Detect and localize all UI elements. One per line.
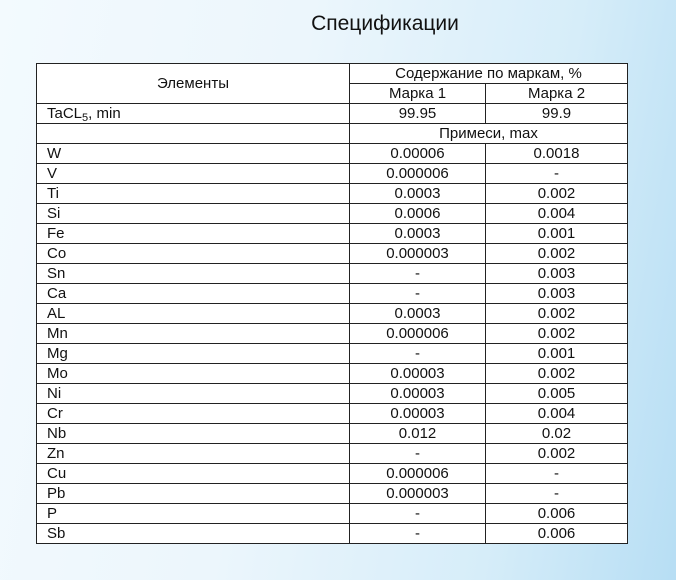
element-name-cell: Zn [37, 444, 350, 464]
grade-2-value-cell: 0.002 [486, 304, 628, 324]
element-name-cell: Cu [37, 464, 350, 484]
grade-2-value-cell: 0.002 [486, 244, 628, 264]
grade-1-value-cell: - [350, 284, 486, 304]
grade-2-value-cell: 0.006 [486, 524, 628, 544]
element-name-cell: P [37, 504, 350, 524]
table-row [37, 284, 628, 304]
main-component-row [37, 104, 628, 124]
table-row [37, 364, 628, 384]
element-name-cell: Cr [37, 404, 350, 424]
grade-1-value-cell: 0.00003 [350, 384, 486, 404]
grade-2-value-cell: 0.006 [486, 504, 628, 524]
table-row [37, 504, 628, 524]
grade-2-value-cell: 0.004 [486, 204, 628, 224]
header-grade-1: Марка 1 [350, 84, 486, 104]
grade-2-value-cell: 0.0018 [486, 144, 628, 164]
grade-1-value-cell: 0.0003 [350, 224, 486, 244]
impurities-header: Примеси, max [350, 124, 628, 144]
grade-1-value-cell: 0.0006 [350, 204, 486, 224]
grade-2-value-cell: 0.002 [486, 444, 628, 464]
main-component-grade-2: 99.9 [486, 104, 628, 124]
grade-2-value-cell: 0.001 [486, 224, 628, 244]
element-name-cell: Sn [37, 264, 350, 284]
grade-1-value-cell: - [350, 504, 486, 524]
grade-2-value-cell: 0.002 [486, 184, 628, 204]
element-name-cell: Ti [37, 184, 350, 204]
element-name-cell: V [37, 164, 350, 184]
element-name-cell: Si [37, 204, 350, 224]
table-row [37, 404, 628, 424]
grade-1-value-cell: - [350, 524, 486, 544]
specifications-table-body [37, 64, 628, 544]
grade-1-value-cell: 0.000006 [350, 464, 486, 484]
grade-2-value-cell: - [486, 484, 628, 504]
element-name-cell: Mo [37, 364, 350, 384]
table-row [37, 524, 628, 544]
grade-1-value-cell: 0.0003 [350, 304, 486, 324]
grade-1-value-cell: - [350, 264, 486, 284]
grade-2-value-cell: 0.001 [486, 344, 628, 364]
table-row [37, 304, 628, 324]
grade-1-value-cell: 0.0003 [350, 184, 486, 204]
grade-2-value-cell: 0.003 [486, 264, 628, 284]
element-name-cell: Mn [37, 324, 350, 344]
grade-1-value-cell: - [350, 444, 486, 464]
impurities-header-blank [37, 124, 350, 144]
grade-1-value-cell: 0.000006 [350, 324, 486, 344]
grade-2-value-cell: 0.003 [486, 284, 628, 304]
table-row [37, 464, 628, 484]
grade-1-value-cell: 0.00003 [350, 404, 486, 424]
grade-2-value-cell: 0.002 [486, 324, 628, 344]
grade-1-value-cell: 0.012 [350, 424, 486, 444]
element-name-cell: Ca [37, 284, 350, 304]
element-name-cell: Co [37, 244, 350, 264]
header-row [37, 64, 628, 84]
table-row [37, 324, 628, 344]
grade-2-value-cell: 0.005 [486, 384, 628, 404]
grade-1-value-cell: 0.00003 [350, 364, 486, 384]
grade-2-value-cell: - [486, 464, 628, 484]
grade-1-value-cell: - [350, 344, 486, 364]
element-name-cell: Ni [37, 384, 350, 404]
specifications-table [36, 63, 628, 544]
table-row [37, 204, 628, 224]
table-row [37, 444, 628, 464]
table-row [37, 244, 628, 264]
header-content-by-grade: Содержание по маркам, % [350, 64, 628, 84]
grade-2-value-cell: - [486, 164, 628, 184]
main-component-grade-1: 99.95 [350, 104, 486, 124]
element-name-cell: Pb [37, 484, 350, 504]
element-name-cell: Nb [37, 424, 350, 444]
table-row [37, 424, 628, 444]
element-name-cell: Fe [37, 224, 350, 244]
page-title: Спецификации [311, 12, 459, 35]
formula-suffix: , min [88, 104, 121, 122]
impurities-header-row [37, 124, 628, 144]
table-row [37, 264, 628, 284]
table-row [37, 184, 628, 204]
grade-1-value-cell: 0.000003 [350, 244, 486, 264]
grade-2-value-cell: 0.002 [486, 364, 628, 384]
header-grade-2: Марка 2 [486, 84, 628, 104]
main-component-label [37, 104, 350, 124]
element-name-cell: Mg [37, 344, 350, 364]
element-name-cell: W [37, 144, 350, 164]
table-row [37, 164, 628, 184]
table-row [37, 484, 628, 504]
grade-1-value-cell: 0.000006 [350, 164, 486, 184]
grade-1-value-cell: 0.00006 [350, 144, 486, 164]
grade-1-value-cell: 0.000003 [350, 484, 486, 504]
table-row [37, 144, 628, 164]
table-row [37, 224, 628, 244]
grade-2-value-cell: 0.004 [486, 404, 628, 424]
element-name-cell: Sb [37, 524, 350, 544]
formula-subscript: 5 [82, 111, 89, 124]
table-row [37, 344, 628, 364]
table-row [37, 384, 628, 404]
header-elements: Элементы [37, 64, 350, 104]
element-name-cell: AL [37, 304, 350, 324]
grade-2-value-cell: 0.02 [486, 424, 628, 444]
formula-prefix: TaCL [47, 104, 83, 122]
